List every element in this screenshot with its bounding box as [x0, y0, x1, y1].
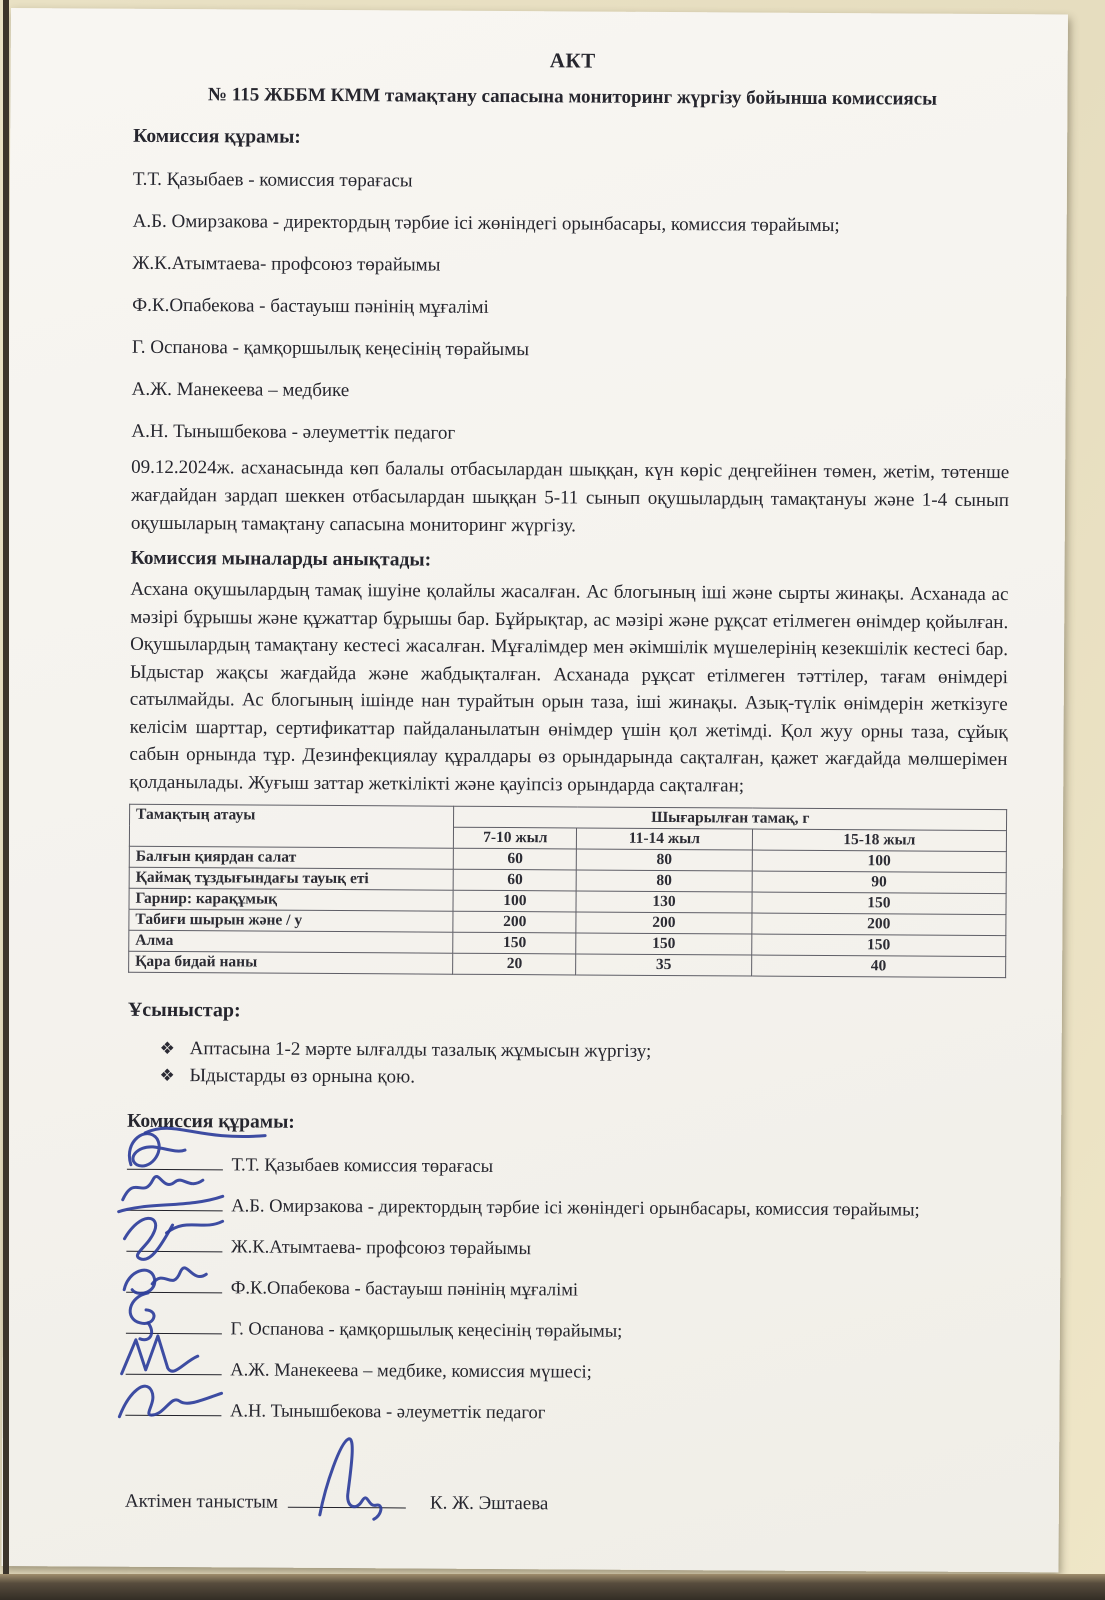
signature-line [126, 1356, 222, 1376]
intro-paragraph: 09.12.2024ж. асханасында көп балалы отбасылардан шыққан, күн көріс деңгейінен төмен, жетім, төтенше жағдайдан зардап шеккен отбасылардан шыққан 5-11 сынып оқушылардың тамақтануы және 1-4 сынып оқушыларың тамақтану сапасына мониторинг жүргізу. [130, 456, 1010, 537]
signature-label: А.Б. Омирзакова - директордың тәрбие ісі жөніндегі орынбасары, комиссия төрайымы; [231, 1196, 920, 1221]
signature-line [125, 1397, 221, 1417]
signature-label: А.Н. Тынышбекова - әлеуметтік педагог [229, 1401, 546, 1424]
portion-value: 100 [453, 890, 576, 912]
commission-member: Г. Оспанова - қамқоршылық кеңесінің төрайымы [131, 336, 530, 361]
signature-row [126, 1233, 1004, 1265]
signature-label: Ф.К.Опабекова - бастауыш пәнінің мұғалімі [230, 1278, 579, 1301]
suggestion-text: Ыдыстарды өз орнына қою. [189, 1065, 416, 1088]
portion-value: 80 [576, 870, 752, 892]
composition-heading: Комиссия құрамы: [133, 125, 301, 148]
signature-line [127, 1192, 223, 1212]
food-portions-table [128, 804, 1007, 978]
food-name: Балғын қиярдан салат [129, 846, 454, 869]
suggestions-list [127, 1035, 1005, 1094]
table-header-age: 11-14 жыл [577, 828, 753, 850]
acknowledgement-signature-line [288, 1489, 406, 1509]
commission-member: А.Б. Омирзакова - директордың тәрбие ісі жөніндегі орынбасары, комиссия төрайымы; [132, 210, 840, 237]
commission-member: Ж.К.Атымтаева- профсоюз төрайымы [132, 252, 441, 276]
table-header-food-name: Тамақтың атауы [129, 804, 454, 848]
portion-value: 100 [752, 850, 1006, 873]
table-row [129, 951, 1006, 977]
signature-label: Ж.К.Атымтаева- профсоюз төрайымы [230, 1237, 532, 1260]
portion-value: 90 [752, 871, 1006, 894]
table-header-age: 15-18 жыл [752, 829, 1006, 852]
document-paper [1, 8, 1067, 1572]
food-name: Алма [129, 930, 454, 953]
signature-label: А.Ж. Манекеева – медбике, комиссия мүшесі; [230, 1360, 592, 1383]
signature-row [127, 1151, 1005, 1183]
food-name: Қара бидай наны [129, 951, 454, 974]
signature-row [126, 1315, 1004, 1347]
signature-row [126, 1356, 1004, 1388]
signature-row [127, 1192, 1005, 1224]
portion-value: 60 [454, 848, 577, 870]
portion-value: 200 [453, 911, 576, 933]
document-subtitle: № 115 ЖББМ КММ тамақтану сапасына мониторинг жүргізу бойынша комиссиясы [207, 84, 938, 110]
food-name: Гарнир: карақұмық [129, 888, 454, 911]
commission-member: Т.Т. Қазыбаев - комиссия төрағасы [132, 168, 413, 192]
portion-value: 150 [576, 933, 752, 955]
food-name: Қаймақ тұздығындағы тауық еті [129, 867, 454, 890]
signatures-heading: Комиссия құрамы: [127, 1110, 295, 1133]
scan-edge-bottom [0, 1574, 1105, 1600]
commission-member: А.Н. Тынышбекова - әлеуметтік педагог [131, 420, 456, 444]
findings-heading: Комиссия мыналарды анықтады: [130, 547, 432, 571]
signature-line [126, 1274, 222, 1294]
list-item [159, 1062, 1005, 1094]
signature-line [127, 1151, 223, 1171]
diamond-bullet-icon: ❖ [159, 1065, 175, 1086]
acknowledgement-name: К. Ж. Эштаева [429, 1492, 549, 1515]
signature-line [126, 1233, 222, 1253]
signature-line [126, 1315, 222, 1335]
signature-label: Г. Оспанова - қамқоршылық кеңесінің төрайымы; [230, 1319, 623, 1342]
document-title: АКТ [549, 48, 596, 73]
table-header-age: 7-10 жыл [454, 827, 577, 849]
acknowledgement-row [125, 1488, 1003, 1520]
portion-value: 150 [453, 932, 576, 954]
signature-label: Т.Т. Қазыбаев комиссия төрағасы [231, 1155, 494, 1177]
portion-value: 200 [751, 913, 1005, 936]
scan-edge-left [3, 0, 9, 1582]
portion-value: 150 [751, 934, 1005, 957]
commission-member: А.Ж. Манекеева – медбике [131, 378, 350, 402]
portion-value: 80 [576, 849, 752, 871]
signature-row [125, 1397, 1003, 1429]
portion-value: 40 [751, 955, 1005, 978]
table-header-span: Шығарылған тамақ, г [454, 806, 1007, 830]
signature-ink [302, 1431, 393, 1524]
suggestions-heading: Ұсыныстар: [127, 998, 241, 1022]
portion-value: 35 [576, 954, 752, 976]
commission-member: Ф.К.Опабекова - бастауыш пәнінің мұғалімі [132, 294, 489, 318]
findings-paragraph: Асхана оқушылардың тамақ ішуіне қолайлы жасалған. Ас блогының іші және сырты жинақы. Асханада ас мәзірі бұрышы және құжаттар бұрышы бар. Бұйрықтар, ас мәзірі және рұқсат етілмеген өнімдер қойылған. Оқушылардың тамақтану кестесі жасалған. Мұғалімдер мен әкімшілік мүшелерінің кезекшілік кестесі бар. Ыдыстар жақсы жағдайда және жабдықталған. Асханада рұқсат етілмеген тәттілер, тағам өнімдері сатылмайды. Ас блогының ішінде нан турайтын орын таза, іші жинақы. Азық-түлік өнімдерін жеткізуге келісім шарттар, сертификаттар пайдаланылатын өнімдер үшін қол жетімді. Қол жуу орны таза, сұйық сабын орнында тұр. Дезинфекциялау құралдары өз орындарында сақталған, қажет жағдайда мөлшерімен қолданылады. Жуғыш заттар жеткілікті және қауіпсіз орындарда сақталған; [129, 578, 1009, 796]
food-name: Табиғи шырын және / у [129, 909, 454, 932]
suggestion-text: Аптасына 1-2 мәрте ылғалды тазалық жұмысын жүргізу; [189, 1038, 652, 1062]
portion-value: 150 [752, 892, 1006, 915]
acknowledgement-prefix: Актімен таныстым [124, 1490, 279, 1513]
signature-row [126, 1274, 1004, 1306]
portion-value: 130 [576, 891, 752, 913]
portion-value: 200 [576, 912, 752, 934]
portion-value: 20 [453, 953, 576, 975]
diamond-bullet-icon: ❖ [159, 1038, 175, 1059]
portion-value: 60 [454, 869, 577, 891]
